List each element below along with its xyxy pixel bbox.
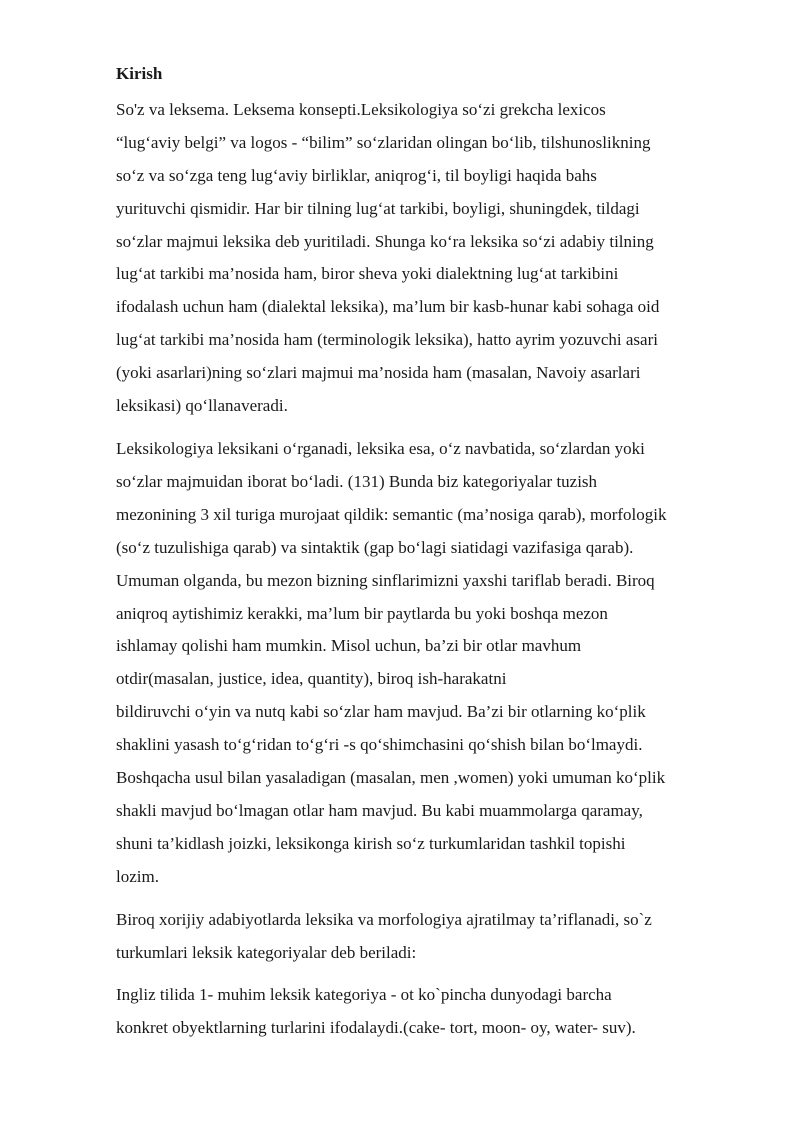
document-page xyxy=(116,58,726,1045)
text-line: Umuman olganda, bu mezon bizning sinflarimizni yaxshi tariflab beradi. Biroq xyxy=(116,570,655,590)
text-line: so‘zlar majmuidan iborat bo‘ladi. (131) Bunda biz kategoriyalar tuzish xyxy=(116,471,598,491)
text-line: konkret obyektlarning turlarini ifodalaydi.(cake- tort, moon- oy, water- suv). xyxy=(116,1018,636,1038)
text-line: yurituvchi qismidir. Har bir tilning lug‘at tarkibi, boyligi, shuningdek, tildagi xyxy=(116,198,640,218)
text-line: lug‘at tarkibi ma’nosida ham, biror sheva yoki dialektning lug‘at tarkibini xyxy=(116,264,619,284)
paragraph-2 xyxy=(116,433,726,894)
text-line: lozim. xyxy=(116,866,159,886)
text-line: bildiruvchi o‘yin va nutq kabi so‘zlar ham mavjud. Ba’zi bir otlarning ko‘plik xyxy=(116,702,646,722)
text-line: leksikasi) qo‘llanaveradi. xyxy=(116,396,288,416)
text-line: “lug‘aviy belgi” va logos - “bilim” so‘zlaridan olingan bo‘lib, tilshunoslikning xyxy=(116,132,651,152)
text-line: (so‘z tuzulishiga qarab) va sintaktik (gap bo‘lagi siatidagi vazifasiga qarab). xyxy=(116,537,634,557)
text-line: aniqroq aytishimiz kerakki, ma’lum bir paytlarda bu yoki boshqa mezon xyxy=(116,603,608,623)
page-heading: Kirish xyxy=(116,64,163,83)
text-line: ifodalash uchun ham (dialektal leksika), ma’lum bir kasb-hunar kabi sohaga oid xyxy=(116,297,660,317)
text-line: (yoki asarlari)ning so‘zlari majmui ma’nosida ham (masalan, Navoiy asarlari xyxy=(116,363,641,383)
text-line: turkumlari leksik kategoriyalar deb beriladi: xyxy=(116,942,417,962)
paragraph-3 xyxy=(116,904,726,970)
text-line: lug‘at tarkibi ma’nosida ham (terminologik leksika), hatto ayrim yozuvchi asari xyxy=(116,330,658,350)
text-line: so‘z va so‘zga teng lug‘aviy birliklar, aniqrog‘i, til boyligi haqida bahs xyxy=(116,165,597,185)
text-line: Leksikologiya leksikani o‘rganadi, leksika esa, o‘z navbatida, so‘zlardan yoki xyxy=(116,438,645,458)
paragraph-4 xyxy=(116,979,726,1045)
text-line: so‘zlar majmui leksika deb yuritiladi. Shunga ko‘ra leksika so‘zi adabiy tilning xyxy=(116,231,654,251)
text-line: shaklini yasash to‘g‘ridan to‘g‘ri -s qo‘shimchasini qo‘shish bilan bo‘lmaydi. xyxy=(116,735,643,755)
text-line: ishlamay qolishi ham mumkin. Misol uchun, ba’zi bir otlar mavhum xyxy=(116,636,582,656)
text-line: shakli mavjud bo‘lmagan otlar ham mavjud. Bu kabi muammolarga qaramay, xyxy=(116,800,643,820)
text-line: So'z va leksema. Leksema konsepti.Leksikologiya so‘zi grekcha lexicos xyxy=(116,99,606,119)
text-line: mezonining 3 xil turiga murojaat qildik: semantic (ma’nosiga qarab), morfologik xyxy=(116,504,667,524)
text-line: otdir(masalan, justice, idea, quantity), biroq ish-harakatni xyxy=(116,669,507,689)
text-line: Boshqacha usul bilan yasaladigan (masalan, men ,women) yoki umuman ko‘plik xyxy=(116,768,666,788)
text-line: Ingliz tilida 1- muhim leksik kategoriya - ot ko`pincha dunyodagi barcha xyxy=(116,985,612,1005)
text-line: Biroq xorijiy adabiyotlarda leksika va morfologiya ajratilmay ta’riflanadi, so`z xyxy=(116,909,652,929)
paragraph-1 xyxy=(116,94,726,423)
text-line: shuni ta’kidlash joizki, leksikonga kirish so‘z turkumlaridan tashkil topishi xyxy=(116,833,626,853)
